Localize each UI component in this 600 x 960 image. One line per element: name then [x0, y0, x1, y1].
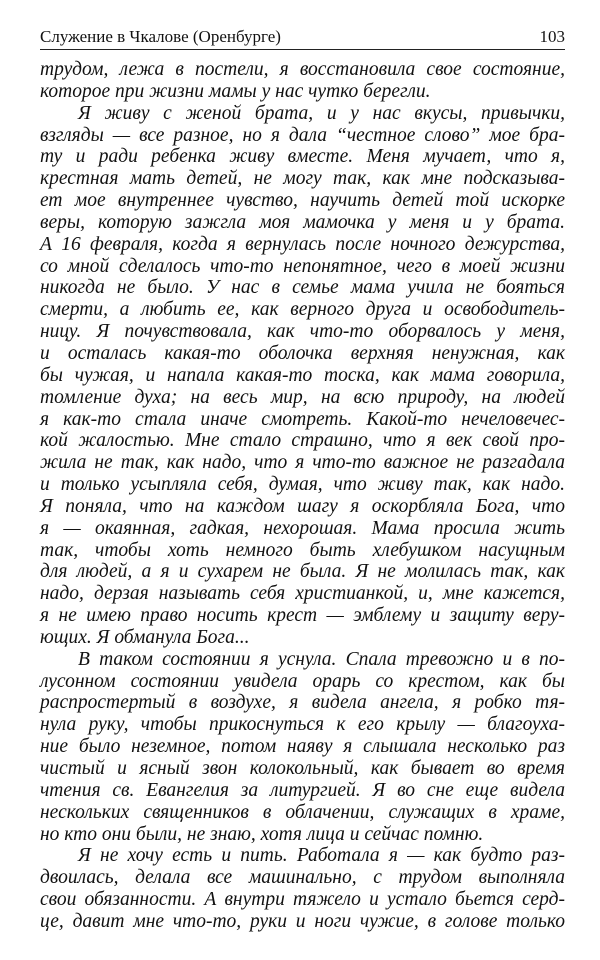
text-line: свои обязанности. А внутри тяжело и устало бьется серд- — [40, 889, 565, 911]
text-line: томление духа; на весь мир, на всю природу, на людей — [40, 386, 565, 408]
text-line: кой жалостью. Мне стало страшно, что я век свой про- — [40, 430, 565, 452]
text-line: для людей, а я и сухарем не была. Я не молилась так, как — [40, 561, 565, 583]
text-line: трудом, лежа в постели, я восстановила свое состояние, — [40, 59, 565, 80]
text-line: Я живу с женой брата, и у нас вкусы, привычки, — [78, 102, 565, 124]
text-line: смерти, а любить ее, как верного друга и освободитель- — [40, 299, 565, 321]
body-text — [40, 59, 565, 933]
text-line: ницу. Я почувствовала, как что-то оборвалось у меня, — [40, 321, 565, 343]
running-header — [40, 25, 565, 50]
text-line: ние было неземное, потом наяву я слышала несколько раз — [40, 736, 565, 758]
text-line: я как-то стала иначе смотреть. Какой-то нечеловечес- — [40, 408, 565, 430]
text-line: лусонном состоянии увидела орарь со крестом, как бы — [40, 670, 565, 692]
text-line: и осталась какая-то оболочка верхняя ненужная, как — [40, 342, 565, 364]
text-line: я — окаянная, гадкая, нехорошая. Мама просила жить — [40, 517, 565, 539]
text-line: которое при жизни мамы у нас чутко берегли. — [40, 80, 431, 102]
text-line: Я не хочу есть и пить. Работала я — как будто раз- — [78, 845, 565, 867]
text-line: нула руку, чтобы прикоснуться к его крылу — благоуха- — [40, 714, 565, 736]
text-line: ющих. Я обманула Бога... — [40, 626, 250, 648]
text-line: веры, которую зажгла моя мамочка у меня и у брата. — [40, 211, 565, 233]
text-line: двоилась, делала все машинально, с трудом выполняла — [40, 867, 565, 889]
text-line: жила не так, как надо, что я что-то важное не разгадала — [40, 452, 565, 474]
text-line: В таком состоянии я уснула. Спала тревожно и в по- — [78, 648, 565, 670]
text-line: я не имею право носить крест — эмблему и защиту веру- — [40, 605, 565, 627]
text-line: бы чужая, и напала какая-то тоска, как мама говорила, — [40, 364, 565, 386]
text-line: крестная мать детей, не могу так, как мне подсказыва- — [40, 168, 565, 190]
text-line: со мной сделалось что-то непонятное, чего в моей жизни — [40, 255, 565, 277]
chapter-title: Служение в Чкалове (Оренбурге) — [40, 27, 281, 46]
text-line: никогда не было. У нас в семье мама учила не бояться — [40, 277, 565, 299]
text-line: чтения св. Евангелия за литургией. Я во сне еще видела — [40, 779, 565, 801]
text-line: чистый и ясный звон колокольный, как бывает во время — [40, 758, 565, 779]
text-line: надо, дерзая называть себя христианкой, и, мне кажется, — [40, 583, 565, 605]
text-line: А 16 февраля, когда я вернулась после ночного дежурства, — [40, 233, 565, 255]
text-line: це, давит мне что-то, руки и ноги чужие, в голове только — [40, 910, 565, 932]
page-number: 103 — [539, 27, 565, 46]
text-line: и только усыпляла себя, думая, что живу так, как надо. — [40, 474, 565, 496]
text-line: ет мое внутреннее чувство, научить детей той искорке — [40, 190, 565, 212]
text-line: Я поняла, что на каждом шагу я оскорбляла Бога, что — [40, 495, 565, 517]
text-line: так, чтобы хоть немного быть хлебушком насущным — [40, 539, 565, 561]
text-line: ту и ради ребенка живу вместе. Меня мучает, что я, — [40, 146, 565, 168]
text-line: взгляды — все разное, но я дала “честное слово” мое бра- — [40, 124, 565, 146]
text-line: распростертый в воздухе, я видела ангела, я робко тя- — [40, 692, 565, 714]
text-line: но кто они были, не знаю, хотя лица и сейчас помню. — [40, 823, 484, 845]
text-line: нескольких священников в облачении, служащих в храме, — [40, 801, 565, 823]
